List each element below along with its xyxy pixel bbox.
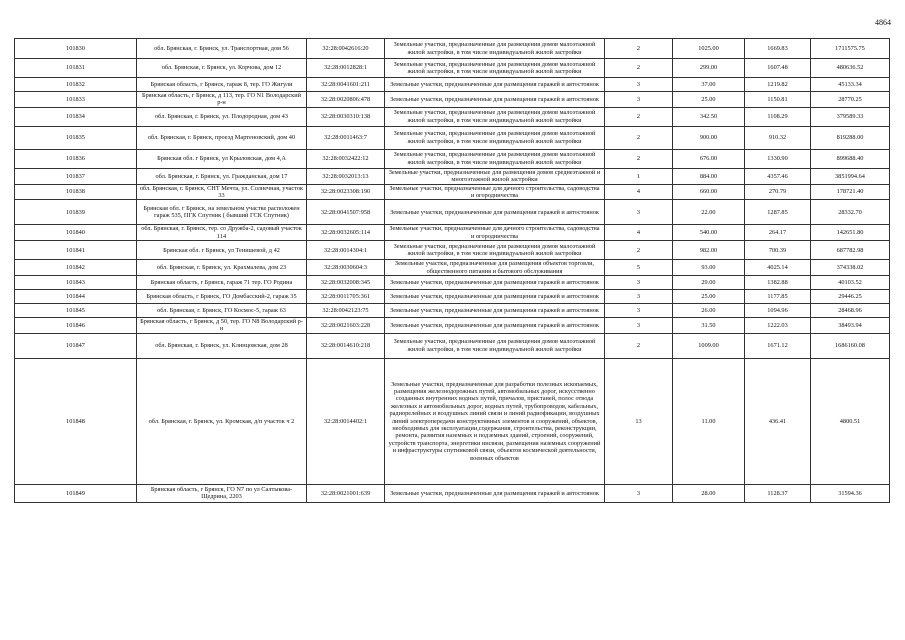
row-id: 101841 [15,241,137,260]
row-id: 101837 [15,168,137,184]
table-row [15,241,890,260]
row-cadastral-value: 480636.52 [811,59,890,78]
row-group: 3 [605,92,673,108]
table-row [15,304,890,318]
table-row [15,78,890,92]
row-area: 1025.00 [673,39,745,59]
row-rate: 264.17 [745,225,811,241]
row-cadastral-number: 32:28:0021603:228 [307,318,385,334]
row-address: обл. Брянская, г. Брянск, ул. Корчова, дом 12 [137,59,307,78]
row-cadastral-number: 32:28:0032422:12 [307,149,385,168]
row-rate: 1150.81 [745,92,811,108]
row-cadastral-value: 28332.70 [811,200,890,225]
table-row [15,225,890,241]
row-cadastral-number: 32:28:0030604:3 [307,260,385,276]
row-rate: 1222.03 [745,318,811,334]
row-address: Брянская область, г Брянск, гараж 8, тер. ГО Жигули [137,78,307,92]
row-land-use: Земельные участки, предназначенные для размещения гаражей и автостоянок [385,78,605,92]
row-id: 101842 [15,260,137,276]
row-land-use: Земельные участки, предназначенные для размещения домов малоэтажной жилой застройки, в том числе индивидуальной жилой застройки [385,241,605,260]
row-rate: 1382.88 [745,276,811,290]
row-cadastral-number: 32:28:0011705:361 [307,290,385,304]
row-address: Брянская обл. г Брянск, ул Тенишевой, д 42 [137,241,307,260]
row-rate: 1669.83 [745,39,811,59]
row-id: 101836 [15,149,137,168]
row-id: 101847 [15,333,137,358]
table-row [15,107,890,126]
row-rate: 1287.85 [745,200,811,225]
row-cadastral-number: 32:28:0041507:958 [307,200,385,225]
row-group: 3 [605,200,673,225]
row-land-use: Земельные участки, предназначенные для дачного строительства, садоводства и огородничества [385,184,605,200]
row-address: обл. Брянская, г. Брянск, ул. Транспортная, дом 56 [137,39,307,59]
row-area: 31.50 [673,318,745,334]
row-address: обл. Брянская, г. Брянск, ул. Кромская, д/п участок ч 2 [137,358,307,484]
row-cadastral-value: 45133.34 [811,78,890,92]
row-land-use: Земельные участки, предназначенные для размещения домов малоэтажной жилой застройки, в том числе индивидуальной жилой застройки [385,59,605,78]
row-group: 2 [605,126,673,149]
row-land-use: Земельные участки, предназначенные для размещения домов малоэтажной жилой застройки, в том числе индивидуальной жилой застройки [385,149,605,168]
row-land-use: Земельные участки, предназначенные для размещения домов малоэтажной жилой застройки, в том числе индивидуальной жилой застройки [385,107,605,126]
table-row [15,276,890,290]
row-group: 3 [605,304,673,318]
table-row [15,39,890,59]
row-area: 1009.00 [673,333,745,358]
row-rate: 1671.12 [745,333,811,358]
row-id: 101832 [15,78,137,92]
row-group: 3 [605,290,673,304]
table-row [15,290,890,304]
row-address: обл. Брянская, г. Брянск, тер. со Дружба-2, садовый участок 114 [137,225,307,241]
row-group: 2 [605,59,673,78]
row-area: 11.00 [673,358,745,484]
row-rate: 436.41 [745,358,811,484]
row-address: обл. Брянская, г. Брянск, проезд Мартеновский, дом 40 [137,126,307,149]
row-id: 101843 [15,276,137,290]
row-area: 342.50 [673,107,745,126]
row-cadastral-value: 1686160.08 [811,333,890,358]
row-id: 101846 [15,318,137,334]
row-rate: 1607.48 [745,59,811,78]
row-id: 101830 [15,39,137,59]
row-land-use: Земельные участки, предназначенные для размещения гаражей и автостоянок [385,318,605,334]
row-cadastral-value: 28770.25 [811,92,890,108]
row-cadastral-value: 379589.33 [811,107,890,126]
row-cadastral-number: 32:28:0032008:345 [307,276,385,290]
row-group: 2 [605,333,673,358]
row-group: 4 [605,184,673,200]
row-address: Брянская область, г Брянск, гараж 71 тер. ГО Родина [137,276,307,290]
row-cadastral-value: 374338.02 [811,260,890,276]
row-area: 884.00 [673,168,745,184]
row-id: 101840 [15,225,137,241]
row-cadastral-value: 142651.80 [811,225,890,241]
row-address: обл. Брянская, г. Брянск, ул. Плодородная, дом 43 [137,107,307,126]
row-cadastral-number: 32:28:0042123:75 [307,304,385,318]
row-area: 540.00 [673,225,745,241]
table-row [15,484,890,502]
row-land-use: Земельные участки, предназначенные для размещения гаражей и автостоянок [385,304,605,318]
table-row [15,260,890,276]
row-group: 2 [605,107,673,126]
row-rate: 910.32 [745,126,811,149]
row-id: 101838 [15,184,137,200]
table-row [15,318,890,334]
table-row [15,149,890,168]
row-cadastral-value: 1711575.75 [811,39,890,59]
row-area: 29.00 [673,276,745,290]
table-row [15,168,890,184]
row-cadastral-number: 32:28:0014304:1 [307,241,385,260]
row-cadastral-value: 899688.40 [811,149,890,168]
row-cadastral-value: 4800.51 [811,358,890,484]
row-group: 3 [605,276,673,290]
row-land-use: Земельные участки, предназначенные для размещения домов малоэтажной жилой застройки, в том числе индивидуальной жилой застройки [385,39,605,59]
row-land-use: Земельные участки, предназначенные для размещения гаражей и автостоянок [385,92,605,108]
row-id: 101831 [15,59,137,78]
row-group: 5 [605,260,673,276]
row-area: 28.00 [673,484,745,502]
row-rate: 4025.14 [745,260,811,276]
row-rate: 700.39 [745,241,811,260]
row-cadastral-number: 32:28:0021001:639 [307,484,385,502]
row-area: 37.00 [673,78,745,92]
row-land-use: Земельные участки, предназначенные для размещения гаражей и автостоянок [385,200,605,225]
row-cadastral-number: 32:28:0032013:13 [307,168,385,184]
row-rate: 270.79 [745,184,811,200]
table-row [15,358,890,484]
row-cadastral-value: 40103.52 [811,276,890,290]
row-cadastral-value: 3851994.64 [811,168,890,184]
row-group: 2 [605,39,673,59]
table-row [15,92,890,108]
row-area: 299.00 [673,59,745,78]
row-rate: 1219.82 [745,78,811,92]
row-cadastral-number: 32:28:0014402:1 [307,358,385,484]
row-id: 101848 [15,358,137,484]
row-address: обл. Брянская, г. Брянск, СНТ Мечта, ул. Солнечная, участок 33 [137,184,307,200]
row-rate: 1128.37 [745,484,811,502]
row-area: 26.00 [673,304,745,318]
row-cadastral-value: 819288.00 [811,126,890,149]
row-cadastral-value: 29446.25 [811,290,890,304]
row-cadastral-value: 28468.96 [811,304,890,318]
row-address: обл. Брянская, г. Брянск, ГО Космос-5, гараж 63 [137,304,307,318]
row-land-use: Земельные участки, предназначенные для размещения гаражей и автостоянок [385,276,605,290]
row-id: 101833 [15,92,137,108]
row-address: обл. Брянская, г. Брянск, ул. Гражданская, дом 17 [137,168,307,184]
row-address: обл. Брянская, г. Брянск, ул. Клинцовская, дом 28 [137,333,307,358]
row-cadastral-number: 32:28:0032605:114 [307,225,385,241]
table-row [15,184,890,200]
row-address: Брянская область, г Брянск, д 113, тер. ГО N1 Володарский р-н [137,92,307,108]
row-cadastral-value: 31594.36 [811,484,890,502]
row-cadastral-number: 32:28:0042616:20 [307,39,385,59]
row-group: 1 [605,168,673,184]
cadastral-value-table [14,38,890,503]
row-cadastral-number: 32:28:0011463:7 [307,126,385,149]
row-area: 93.00 [673,260,745,276]
row-rate: 4357.46 [745,168,811,184]
row-id: 101834 [15,107,137,126]
row-group: 2 [605,149,673,168]
table-row [15,333,890,358]
row-cadastral-number: 32:28:0041601:211 [307,78,385,92]
page-number: 4864 [875,18,891,27]
row-area: 900.00 [673,126,745,149]
row-cadastral-number: 32:28:0023308:190 [307,184,385,200]
row-id: 101845 [15,304,137,318]
row-land-use: Земельные участки, предназначенные для дачного строительства, садоводства и огородничества [385,225,605,241]
row-area: 25.00 [673,290,745,304]
row-area: 676.00 [673,149,745,168]
row-area: 660.00 [673,184,745,200]
row-rate: 1094.96 [745,304,811,318]
row-group: 4 [605,225,673,241]
row-area: 25.00 [673,92,745,108]
row-rate: 1330.90 [745,149,811,168]
row-land-use: Земельные участки, предназначенные для размещения объектов торговли, общественного питания и бытового обслуживания [385,260,605,276]
row-land-use: Земельные участки, предназначенные для размещения домов малоэтажной жилой застройки, в том числе индивидуальной жилой застройки [385,333,605,358]
row-group: 3 [605,318,673,334]
row-rate: 1177.85 [745,290,811,304]
row-cadastral-value: 38493.94 [811,318,890,334]
row-cadastral-value: 687782.98 [811,241,890,260]
table-row [15,126,890,149]
row-cadastral-number: 32:28:0030310:138 [307,107,385,126]
row-address: Брянская область, г Брянск, д 50, тер. ГО N8 Володарский р-н [137,318,307,334]
row-rate: 1108.29 [745,107,811,126]
row-cadastral-number: 32:28:0014610:218 [307,333,385,358]
row-land-use: Земельные участки, предназначенные для размещения гаражей и автостоянок [385,290,605,304]
row-area: 22.00 [673,200,745,225]
row-area: 982.00 [673,241,745,260]
row-land-use: Земельные участки, предназначенные для размещения домов среднеэтажной и многоэтажной жилой застройки [385,168,605,184]
row-group: 3 [605,484,673,502]
row-land-use: Земельные участки, предназначенные для разработки полезных ископаемых, размещения железнодорожных путей, автомобильных дорог, искусственно созданных внутренних водных путей, причалов, пристаней, полос отвода железных и автомобильных дорог, водных путей, трубопроводов, кабельных, радиорелейных и воздушных линий связи и линий радиофикации, воздушных линий электропередачи конструктивных элементов и сооружений, объектов, необходимых для эксплуатации,содержания, строительства, реконструкции, ремонта, развития наземных и подземных зданий, строений, сооружений, устройств транспорта, энергетики инсвязи, размещения наземных сооружений и инфраструктуры спутниковой связи, объектов космической деятельности, военных объектов [385,358,605,484]
row-cadastral-number: 32:28:0020806:478 [307,92,385,108]
row-address: Брянская обл. г Брянск, ул Крыловская, дом 4,А [137,149,307,168]
row-address: обл. Брянская, г. Брянск, ул. Крахмалева, дом 23 [137,260,307,276]
row-cadastral-value: 178721.40 [811,184,890,200]
row-land-use: Земельные участки, предназначенные для размещения гаражей и автостоянок [385,484,605,502]
row-id: 101835 [15,126,137,149]
table-row [15,200,890,225]
row-group: 3 [605,78,673,92]
row-address: Брянская обл. г Брянск, на земельном участке расположен гараж 535, ПГК Спутник ( бывший ГСК Спутник) [137,200,307,225]
row-id: 101849 [15,484,137,502]
row-address: Брянская область, г Брянск, ГО N7 по ул Салтыкова-Щедрина, 2203 [137,484,307,502]
row-group: 13 [605,358,673,484]
row-cadastral-number: 32:28:0012828:1 [307,59,385,78]
row-id: 101839 [15,200,137,225]
row-group: 2 [605,241,673,260]
row-address: Брянская область, г Брянск, ГО Домбасский-2, гараж 35 [137,290,307,304]
table-row [15,59,890,78]
row-land-use: Земельные участки, предназначенные для размещения домов малоэтажной жилой застройки, в том числе индивидуальной жилой застройки [385,126,605,149]
row-id: 101844 [15,290,137,304]
